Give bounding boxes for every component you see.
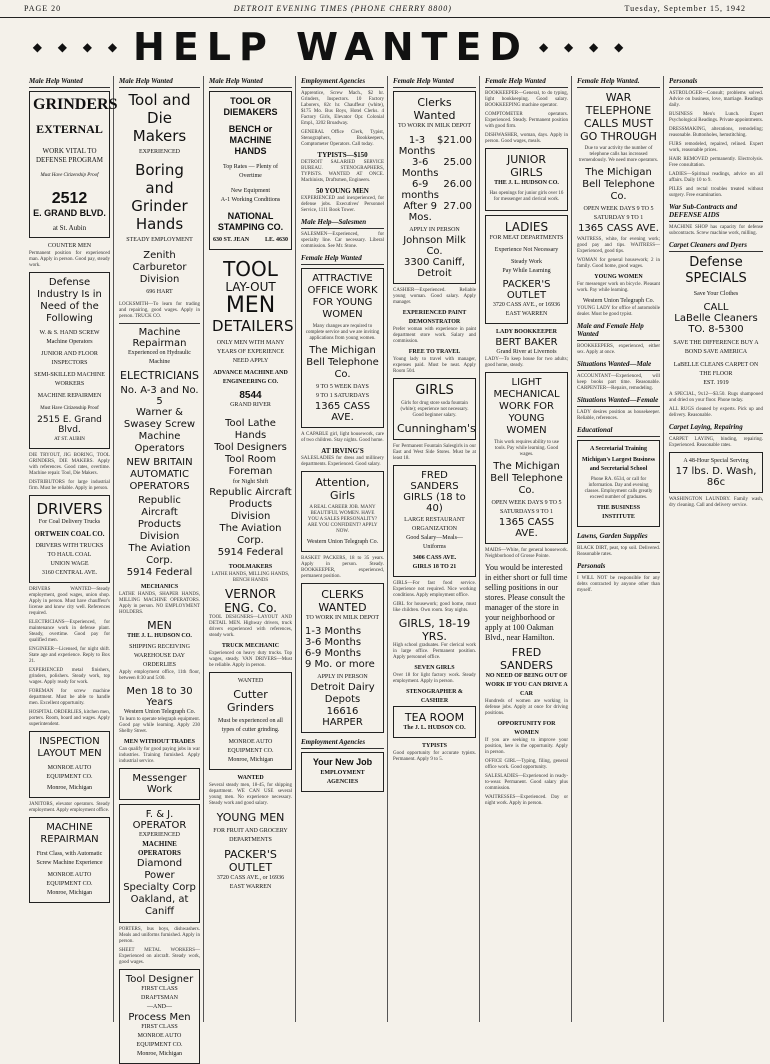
section-heading-personals: Personals: [577, 561, 660, 573]
ad-defense-industry: Defense Industry Is in Need of the Following W. & S. HAND SCREW Machine Operators JUNIOR AND FLOOR INSPECTORS SEMI-SKILLED MACHINE WORKERS MACHINE REPAIRMEN Must Have Citizenship Proof 2515 E. Grand Blvd. AT ST. AUBIN: [29, 272, 110, 449]
section-title: HELP WANTED: [133, 25, 529, 69]
fine-print: HAIR REMOVED permanently. Electrolysis. Free consultation.: [669, 157, 763, 168]
ad-men-without-trades: MEN WITHOUT TRADES: [123, 739, 196, 745]
column-heading: Personals: [669, 76, 763, 88]
ad-tool-and-die: Tool and Die Makers EXPERIENCED Boring and Grinder Hands STEADY EMPLOYMENT Zenith Carburetor Division 696 HART: [126, 91, 193, 295]
ad-machine-repairman-electricians: Machine Repairman Experienced on Hydraulic Machine ELECTRICIANS No. A-3 and No. 5 Warner & Swasey Screw Machine Operators NEW BRITAIN AUTOMATIC OPERATORS Republic Aircraft Products Division The Aviation Corp. 5914 Federal: [120, 327, 199, 578]
fine-print: YOUNG LADY for office of automobile dealer. Must be good typist.: [577, 306, 660, 317]
section-heading-situations-female: Situations Wanted—Female: [577, 395, 660, 407]
banner-diamonds-right: ◆ ◆ ◆ ◆: [538, 40, 630, 54]
ad-opportunity-women: OPPORTUNITY FOR WOMEN: [497, 721, 556, 736]
fine-print: Over 18 for light factory work. Steady employment. Apply in person.: [393, 673, 476, 684]
column-heading: Female Help Wanted.: [577, 76, 660, 88]
ad-girls-18-19: GIRLS, 18-19 YRS.: [398, 617, 471, 643]
banner-diamonds-left: ◆ ◆ ◆ ◆: [32, 40, 124, 54]
fine-print: MACHINE SHOP has capacity for defense subcontracts. Screw machine work, milling.: [669, 225, 763, 236]
ad-fred-sanders-head: FRED SANDERS: [500, 646, 553, 672]
ad-labelle-cleaners: Defense SPECIALS Save Your Clothes CALL LaBelle Cleaners TO. 8-5300 SAVE THE DIFFERENCE BUY A BOND SAVE AMERICA LaBELLE CLEANS CARPET ON THE FLOOR EST. 1919: [673, 255, 759, 386]
fine-print: Experienced on heavy duty trucks. Top wages, steady. VAN DRIVERS—Must be reliable. Apply in person.: [209, 651, 292, 668]
ad-young-men-packers: YOUNG MEN FOR FRUIT AND GROCERY DEPARTMENTS PACKER'S OUTLET 3720 CASS AVE., or 16936 EAST WARREN: [213, 811, 288, 890]
ad-truck-mechanic: TRUCK MECHANIC: [221, 643, 280, 649]
fine-print: BUSINESS Men's Lunch. Expert Psychological Readings. Private appointments.: [669, 112, 764, 123]
column-heading: Female Help Wanted: [393, 76, 476, 88]
fine-print: DRIVERS WANTED—Steady employment, good wages, union shop. Apply in person. Must have chauffeur's license and know city well. References required.: [29, 587, 110, 616]
fine-print: TOOL DESIGNERS—LAYOUT AND DETAIL MEN. Highway drivers, truck drivers experienced with references, steady work.: [209, 615, 292, 638]
fine-print: For Permanent Fountain Salesgirls in our East and West Side Stores. Must be at least 18.: [393, 444, 476, 461]
fine-print: A SPECIAL, 9x12—$3.50. Rugs shampooed and dried on your floor. Phone today.: [669, 392, 763, 403]
fine-print: Young lady to travel with manager, expenses paid. Must be neat. Apply Room 504.: [393, 357, 476, 374]
fine-print: DETROIT SALARIED SERVICE BUREAU. STENOGRAPHERS, TYPISTS. WANTED AT ONCE. Machinists, Draftsmen, Engineers.: [301, 160, 384, 183]
ad-tea-room: TEA ROOM The J. L. HUDSON CO.: [393, 706, 476, 738]
fine-print: LOCKSMITH—To learn for trading and repairing, good wages. Apply in person. TRUCK CO.: [119, 302, 200, 319]
fine-print: ELECTRICIANS—Experienced, for maintenance work in defense plant. Steady, overtime. Good pay for qualified men.: [29, 620, 110, 643]
fine-print: If you are seeking to improve your position, here is the opportunity. Apply in person.: [485, 738, 568, 755]
ad-vernor-eng: TOOLMAKERS LATHE HANDS, MILLING HANDS, BENCH HANDS VERNOR ENG. Co.: [211, 564, 290, 615]
fine-print: WAITRESSES—Experienced. Day or night work. Apply in person.: [485, 795, 568, 806]
fine-print: BLACK DIRT, peat, top soil. Delivered. Reasonable rates.: [577, 546, 660, 557]
fine-print: Several steady men, 18-45, for shipping department. WE CAN USE several young men. No experience necessary. Steady work and good salary.: [209, 783, 292, 806]
fine-print: FOREMAN for screw machine department. Must be able to handle men. Excellent opportunity.: [29, 689, 110, 706]
column-5: [390, 76, 480, 1022]
fine-print: WAITRESS, white, for evening work; good pay and tips. WAITRESS—Experienced, good tips.: [577, 237, 660, 254]
fine-print: DISTRIBUTORS for large industrial firm. Must be reliable. Apply in person.: [29, 480, 110, 491]
column-1: [26, 76, 118, 1022]
fine-print: GENERAL Office Clerk, Typist, Stenographers, Bookkeepers, Comptometer Operators. Call today.: [301, 130, 384, 147]
column-heading: Employment Agencies: [301, 76, 384, 88]
ad-cutter-grinders: WANTED Cutter Grinders Must be experienced on all types of cutter grinding. MONROE AUTO EQUIPMENT CO. Monroe, Michigan: [209, 672, 292, 770]
section-heading-carpet-laying: Carpet Laying, Repairing: [669, 422, 763, 434]
ad-lady-bookkeeper: LADY BOOKKEEPER BERT BAKER Grand River at Livernois: [495, 329, 558, 355]
section-heading-situations-male: Situations Wanted—Male: [577, 359, 660, 371]
fine-print: To learn to operate telegraph equipment. Good pay while learning. Apply 230 Shelby Street.: [119, 717, 201, 734]
fine-print: ASTROLOGER—Consult; problems solved. Advice on business, love, marriage. Readings daily.: [669, 91, 763, 108]
fine-print: WASHINGTON LAUNDRY. Family wash, dry cleaning. Call and delivery service.: [669, 497, 763, 508]
fine-print: Prefer woman with experience in paint department store work. Salary and commission.: [393, 327, 476, 344]
column-heading: Male Help Wanted: [119, 76, 200, 88]
fine-print: Apply employment office, 11th floor, between 8:30 and 5:00.: [119, 670, 200, 681]
ad-machine-repairman: MACHINE REPAIRMAN First Class, with Automatic Screw Machine Experience MONROE AUTO EQUIPMENT CO. Monroe, Michigan: [29, 817, 110, 903]
ad-attention-girls: Attention, Girls A REAL CAREER JOB. MANY BEAUTIFUL WOMEN. HAVE YOU A SALES PERSONALITY? ARE YOU CONFIDENT? APPLY NOW. Western Union Telegraph Co.: [301, 471, 384, 552]
section-heading-salesmen: Male Help—Salesmen: [301, 217, 384, 229]
fine-print: PILES and rectal troubles treated without surgery. Free examination.: [669, 187, 763, 198]
fine-print: LADIES—Spiritual readings, advice on all affairs. Daily 10 to 9.: [669, 172, 763, 183]
ad-war-telephone-calls: WAR TELEPHONE CALLS MUST GO THROUGH Due to war activity the number of telephone calls has increased tremendously. We need more operators. The Michigan Bell Telephone Co. OPEN WEEK DAYS 9 TO 5 SATURDAY 9 TO 1 1365 CASS AVE.: [578, 91, 659, 234]
ad-young-women: YOUNG WOMEN: [594, 274, 643, 280]
ad-junior-girls: JUNIOR GIRLS THE J. L. HUDSON CO. Has openings for junior girls over 16 for messenger and clerical work.: [485, 148, 568, 211]
fine-print: EXPERIENCED and inexperienced, for defense jobs. Executives' Personnel Service, 1111 Book Tower.: [301, 196, 384, 213]
fine-print: WOMAN for general housework; 2 in family. Good home, good wages.: [577, 258, 660, 269]
ad-business-institute: A Secretarial Training Michigan's Largest Business and Secretarial School Phone RA. 6534, or call for information. Day and evening classes. Employment calls greatly exceed number of graduates. THE BUSINESS INSTITUTE: [577, 440, 660, 527]
paper-name: DETROIT EVENING TIMES (PHONE CHERRY 8800): [233, 4, 452, 13]
ad-fred-sanders-girls: FRED SANDERS GIRLS (18 to 40) LARGE RESTAURANT ORGANIZATION Good Salary—Meals—Uniforms 3406 CASS AVE. GIRLS 18 TO 21: [393, 465, 476, 577]
ad-free-to-travel: FREE TO TRAVEL: [408, 349, 461, 355]
section-banner: [26, 22, 636, 72]
ad-clerks-wanted-dairy: CLERKS WANTED TO WORK IN MILK DEPOT 1-3 Months 3-6 Months 6-9 Months 9 Mo. or more APPLY IN PERSON Detroit Dairy Depots 16616 HARPER: [301, 583, 384, 733]
fine-print: Hundreds of women are working in defense jobs. Apply at once for driving positions.: [485, 699, 568, 716]
ad-at-irvings: AT IRVING'S: [321, 447, 364, 455]
ad-men-hudson: MEN THE J. L. HUDSON CO. SHIPPING RECEIVING WAREHOUSE DAY ORDERLIES: [127, 619, 192, 668]
ad-girls-cunninghams: GIRLS Girls for drug store soda fountain (white); experience not necessary. Good beginner salary. Cunningham's: [393, 378, 476, 440]
section-heading-employment: Employment Agencies: [301, 737, 384, 749]
fine-print: LATHE HANDS, SHAPER HANDS, MILLING MACHINE OPERATORS. Apply in person. NO EMPLOYMENT HOLDERS.: [119, 592, 200, 615]
section-heading-male-female: Male and Female Help Wanted: [577, 321, 660, 341]
column-2: [116, 76, 204, 1057]
fine-print: Permanent position for experienced man. Apply in person. Good pay, steady work.: [29, 251, 110, 268]
fine-print: Can qualify for good paying jobs in war industries. Training furnished. Apply industrial service.: [119, 747, 200, 764]
fine-print: FURS remodeled, repaired, relined. Expert work, reasonable prices.: [669, 142, 763, 153]
fine-print: DRESSMAKING, alterations, remodeling; reasonable. Buttonholes, hemstitching.: [669, 127, 763, 138]
ad-typists: TYPISTS—$150: [317, 151, 368, 159]
column-3: [206, 76, 296, 1022]
ad-johnson-milk: Clerks Wanted TO WORK IN MILK DEPOT 1-3 Months $21.00 3-6 Months 25.00 6-9 months 26.00 After 9 Mos. 27.00 APPLY IN PERSON Johnson Milk Co. 3300 Caniff, Detroit: [393, 91, 476, 284]
section-heading-subcontracts: War Sub-Contracts and DEFENSE AIDS: [669, 202, 763, 222]
ad-attractive-office-work: ATTRACTIVE OFFICE WORK FOR YOUNG WOMEN Many changes are required to complete service and we are inviting applications from young women. The Michigan Bell Telephone Co. 9 TO 5 WEEK DAYS 9 TO 1 SATURDAYS 1365 CASS AVE.: [301, 268, 384, 428]
fine-print: EXPERIENCED metal finishers, grinders, polishers. Steady work, top wages. Apply ready for work.: [29, 668, 110, 685]
fine-print: BOOKKEEPERS, experienced, either sex. Apply at once.: [577, 344, 660, 355]
ad-grinders: GRINDERS EXTERNAL WORK VITAL TO DEFENSE PROGRAM Must Have Citizenship Proof 2512 E. GRAND BLVD. at St. Aubin: [29, 91, 110, 238]
ad-national-stamping: TOOL OR DIEMAKERS BENCH or MACHINE HANDS Top Rates — Plenty of Overtime New Equipment A-1 Working Conditions NATIONAL STAMPING CO. 630 ST. JEAN LE. 4630: [209, 91, 292, 250]
ad-ladies-meat: LADIES FOR MEAT DEPARTMENTS Experience Not Necessary Steady Work Pay While Learning PACKER'S OUTLET 3720 CASS AVE., or 16936 EAST WARREN: [485, 215, 568, 324]
fine-print: PORTERS, bus boys, dishwashers. Meals and uniforms furnished. Apply in person.: [119, 927, 200, 944]
fine-print: ALL RUGS cleaned by experts. Pick up and delivery. Reasonable.: [669, 407, 763, 418]
ad-fred-sanders-sub: NO NEED OF BEING OUT OF WORK IF YOU CAN DRIVE A CAR: [485, 673, 568, 697]
fine-print: OFFICE GIRL—Typing, filing, general office work. Good opportunity.: [485, 759, 568, 770]
fine-print: MAIDS—White, for general housework. Neighborhood of Grosse Pointe.: [485, 548, 568, 559]
fine-print: SALESMEN—Experienced, for specialty line. Car necessary. Liberal commission. See Mr. Stone.: [301, 232, 384, 249]
ad-wanted: WANTED: [237, 775, 264, 781]
fine-print: COMPTOMETER operators. Experienced. Steady. Permanent position with good firm.: [485, 112, 568, 129]
fine-print: For messenger work on bicycle. Pleasant work. Pay while learning.: [577, 282, 660, 293]
fine-print: SALESLADIES for dress and millinery departments. Experienced. Good salary.: [301, 456, 384, 467]
ad-typists-female: TYPISTS: [421, 743, 447, 749]
column-heading: Male Help Wanted: [209, 76, 292, 88]
section-heading-educational: Educational: [577, 425, 660, 437]
fine-print: GIRL for housework; good home, must like children. Own room. Stay nights.: [393, 602, 476, 613]
ad-light-mechanical: LIGHT MECHANICAL WORK FOR YOUNG WOMEN This work requires ability to use tools. Pay while learning. Good wages. The Michigan Bell Telephone Co. OPEN WEEK DAYS 9 TO 5 SATURDAYS 9 TO 1 1365 CASS AVE.: [485, 372, 568, 544]
column-heading: Male Help Wanted: [29, 76, 110, 88]
fine-print: ACCOUNTANT—Experienced, will keep books part time. Reasonable. CARPENTER—Repairs, remodeling.: [577, 374, 660, 391]
fine-print: SHEET METAL WORKERS—Experienced on aircraft. Steady work, good wages.: [119, 948, 200, 965]
fine-print: Good opportunity for accurate typists. Permanent. Apply 9 to 5.: [393, 751, 476, 762]
fine-print: Apprentice, Screw Mach., $2 hr. Grinders, Inspectors. 10 Factory Laborers, 82c hr. Chauffeur (white), $175 Mo. Bus Boys, Hotel Clerks. 4 Factory Girls, Elevator Opr. Colonial Empl., 3202 Broadway.: [301, 91, 384, 126]
section-heading-carpet-cleaners: Carpet Cleaners and Dyers: [669, 240, 763, 252]
ad-selling-positions: You would be interested in either short or full time selling positions in our stores. Please consult the manager of the store in your neighborhood or apply at 100 Oakman Blvd., near Hamilton.: [485, 563, 568, 642]
page-number: PAGE 20: [24, 4, 62, 13]
column-8: [666, 76, 766, 1022]
ad-western-union: Western Union Telegraph Co.: [582, 298, 655, 304]
fine-print: High school graduates. For clerical work in large office. Permanent position. Apply personnel office.: [393, 643, 476, 660]
section-heading-female: Female Help Wanted: [301, 253, 384, 265]
ad-seven-girls: SEVEN GIRLS: [414, 665, 455, 671]
ad-mechanics: MECHANICS: [140, 584, 179, 590]
fine-print: I WILL NOT be responsible for any debts contracted by anyone other than myself.: [577, 576, 660, 593]
page-masthead: [0, 0, 770, 18]
fine-print: HOSPITAL ORDERLIES, kitchen men, porters. Room, board and wages. Apply superintendent.: [29, 710, 110, 727]
ad-drivers: DRIVERS For Coal Delivery Trucks ORTWEIN COAL CO. DRIVERS WITH TRUCKS TO HAUL COAL UNION WAGE 3160 CENTRAL AVE.: [29, 495, 110, 583]
fine-print: LADY desires position as housekeeper. Reliable, references.: [577, 410, 660, 421]
fine-print: ENGINEER—Licensed, for night shift. State age and experience. Reply to Box 21.: [29, 647, 110, 664]
ad-your-new-job: Your New Job EMPLOYMENT AGENCIES: [301, 752, 384, 792]
issue-date: Tuesday, September 15, 1942: [624, 4, 746, 13]
column-7: [574, 76, 664, 1022]
fine-print: JANITORS, elevator operators. Steady employment. Apply employment office.: [29, 802, 110, 813]
ad-inspection-layout: INSPECTION LAYOUT MEN MONROE AUTO EQUIPMENT CO. Monroe, Michigan: [29, 731, 110, 798]
fine-print: CARPET LAYING, binding, repairing. Experienced. Reasonable rates.: [669, 437, 763, 448]
ad-fj-operator: F. & J. OPERATOR EXPERIENCED MACHINE OPERATORS Diamond Power Specialty Corp Oakland, at Caniff: [119, 804, 200, 923]
column-heading: Female Help Wanted: [485, 76, 568, 88]
ad-stenographer-cashier: STENOGRAPHER & CASHIER: [406, 689, 463, 704]
column-6: [482, 76, 572, 1022]
fine-print: A CAPABLE girl, light housework, care of two children. Stay nights. Good home.: [301, 432, 384, 443]
ad-tool-layout-men: TOOL LAY-OUT MEN DETAILERS ONLY MEN WITH MANY YEARS OF EXPERIENCE NEED APPLY ADVANCE MACHINE AND ENGINEERING CO. 8544 GRAND RIVER: [212, 257, 294, 408]
fine-print: CASHIER—Experienced. Reliable young woman. Good salary. Apply manager.: [393, 288, 476, 305]
ad-tool-designer: Tool Designer FIRST CLASS DRAFTSMAN —AND— Process Men FIRST CLASS MONROE AUTO EQUIPMENT CO. Monroe, Michigan: [119, 969, 200, 1064]
fine-print: BASKET PACKERS, 18 to 35 years. Apply in person. Steady. BOOKKEEPER, experienced, permanent position.: [301, 556, 384, 579]
fine-print: GIRLS—For fast food service. Experience not required. Nice working conditions. Apply employment office.: [393, 581, 476, 598]
ad-paint-demonstrator: EXPERIENCED PAINT DEMONSTRATOR: [402, 310, 467, 325]
ad-tool-lathe-hands: Tool Lathe Hands Tool Designers Tool Room Foreman for Night Shift Republic Aircraft Products Division The Aviation Corp. 5914 Federal: [209, 418, 292, 558]
fine-print: BOOKKEEPER—General, to do typing, light bookkeeping. Good salary. BOOKKEEPING machine operator.: [485, 91, 568, 108]
fine-print: SALESLADIES—Experienced in ready-to-wear. Permanent. Good salary plus commission.: [485, 774, 568, 791]
fine-print: DIE TRYOUT, JIG BORING, TOOL GRINDERS, DIE MAKERS. Apply with references. Good rates, overtime. Machine repair. Tool, Die Makers.: [29, 453, 110, 476]
ad-messenger-work: Messenger Work: [119, 768, 200, 800]
ad-young-men: 50 YOUNG MEN: [316, 187, 369, 195]
section-heading-lawns: Lawns, Garden Supplies: [577, 531, 660, 543]
fine-print: LADY—To keep house for two adults; good home, steady.: [485, 357, 568, 368]
ad-men-18-to-30: Men 18 to 30 Years Western Union Telegraph Co.: [123, 686, 196, 715]
fine-print: DISHWASHER, woman, days. Apply in person. Good wages, meals.: [485, 133, 568, 144]
column-4: [298, 76, 388, 1022]
ad-wash-special: A 48-Hour Special Serving 17 lbs. D. Wash, 86c: [669, 452, 763, 493]
ad-counter-men: COUNTER MEN: [47, 243, 92, 249]
